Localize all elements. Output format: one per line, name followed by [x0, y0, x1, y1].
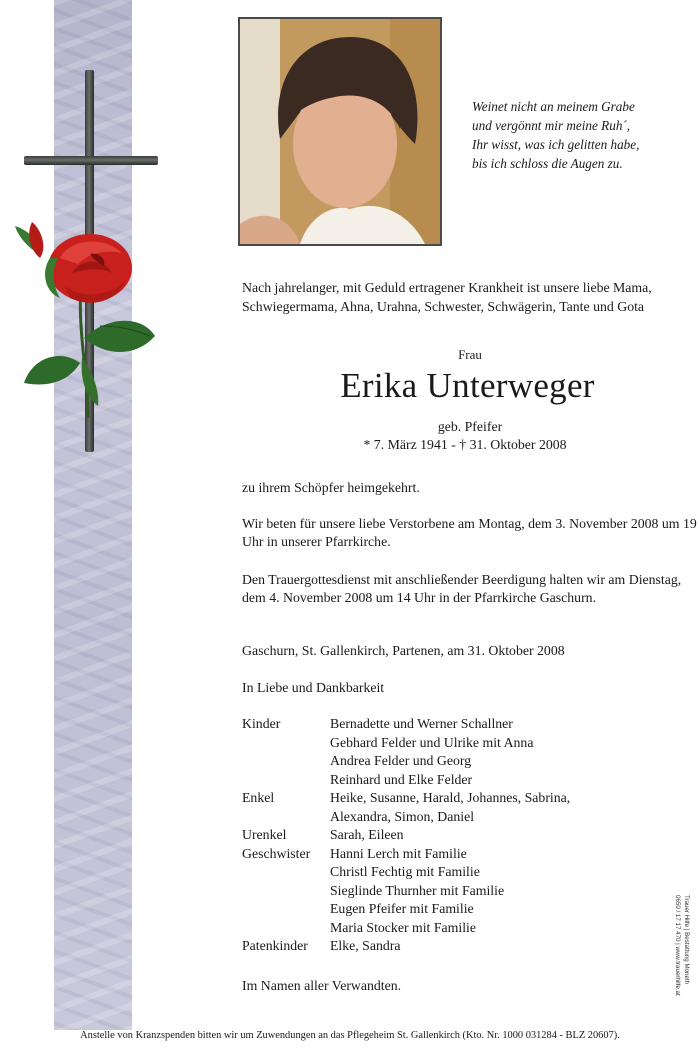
poem-line: Ihr wisst, was ich gelitten habe, [472, 137, 640, 152]
relatives-label: Geschwister [242, 845, 311, 861]
relatives-line: Christl Fechtig mit Familie [330, 864, 480, 879]
relatives-line: Sieglinde Thurnher mit Familie [330, 882, 505, 898]
poem [472, 97, 682, 173]
love-gratitude: In Liebe und Dankbarkeit [242, 680, 385, 695]
relatives-line: Reinhard und Elke Felder [330, 771, 473, 787]
cross-icon-horizontal [24, 156, 158, 165]
relatives-line: Andrea Felder und Georg [330, 753, 472, 768]
relatives-line: Sarah, Eileen [330, 827, 404, 842]
intro-text: Nach jahrelanger, mit Geduld ertragener Krankheit ist unsere liebe Mama, Schwiegermama, Ahna, Urahna, Schwester, Schwägerin, Tante und Gota [242, 280, 652, 314]
place-date: Gaschurn, St. Gallenkirch, Partenen, am 31. Oktober 2008 [242, 643, 565, 658]
relatives-line: Alexandra, Simon, Daniel [330, 808, 475, 824]
relatives-label: Urenkel [242, 827, 287, 842]
relatives-list [242, 715, 662, 956]
relatives-line: Bernadette und Werner Schallner [330, 716, 513, 731]
portrait-photo [238, 17, 442, 246]
undertaker-imprint [668, 895, 698, 1005]
relatives-label: Enkel [242, 790, 275, 805]
funeral-text: Den Trauergottesdienst mit anschließender Beerdigung halten wir am Dienstag, dem 4. November 2008 um 14 Uhr in der Pfarrkirche Gaschurn. [242, 572, 682, 606]
prayer-text: Wir beten für unsere liebe Verstorbene am Montag, dem 3. November 2008 um 19 Uhr in unserer Pfarrkirche. [242, 516, 697, 550]
relatives-group [242, 715, 662, 789]
relatives-line: Elke, Sandra [330, 938, 401, 953]
relatives-line: Eugen Pfeifer mit Familie [330, 901, 474, 916]
relatives-group [242, 826, 662, 845]
life-dates: * 7. März 1941 - † 31. Oktober 2008 [363, 437, 567, 452]
poem-line: bis ich schloss die Augen zu. [472, 156, 623, 171]
relatives-line: Gebhard Felder und Ulrike mit Anna [330, 734, 534, 750]
poem-line: und vergönnt mir meine Ruh´, [472, 118, 631, 133]
relatives-line: Heike, Susanne, Harald, Johannes, Sabrina, [330, 790, 571, 805]
relatives-label: Kinder [242, 716, 281, 731]
return-text: zu ihrem Schöpfer heimgekehrt. [242, 480, 420, 495]
deceased-name: Erika Unterweger [340, 366, 595, 405]
salutation: Frau [458, 347, 482, 362]
relatives-group [242, 789, 662, 826]
imprint-line: 0650 / 17 17 470 | www.trauerhilfe.at [674, 895, 681, 996]
rose-icon [10, 218, 160, 428]
maiden-name: geb. Pfeifer [437, 419, 503, 434]
relatives-line: Hanni Lerch mit Familie [330, 845, 467, 861]
poem-line: Weinet nicht an meinem Grabe [472, 99, 635, 114]
relatives-label: Patenkinder [242, 938, 308, 953]
relatives-group [242, 937, 662, 956]
closing-text: Im Namen aller Verwandten. [242, 978, 402, 993]
imprint-line: Trauer Hilfe | Bestattung Moneth [683, 895, 690, 985]
relatives-line: Maria Stocker mit Familie [330, 919, 476, 935]
donation-note: Anstelle von Kranzspenden bitten wir um Zuwendungen an das Pflegeheim St. Gallenkirch (Kto. Nr. 1000 031284 - BLZ 20607). [80, 1030, 620, 1041]
relatives-group [242, 845, 662, 938]
